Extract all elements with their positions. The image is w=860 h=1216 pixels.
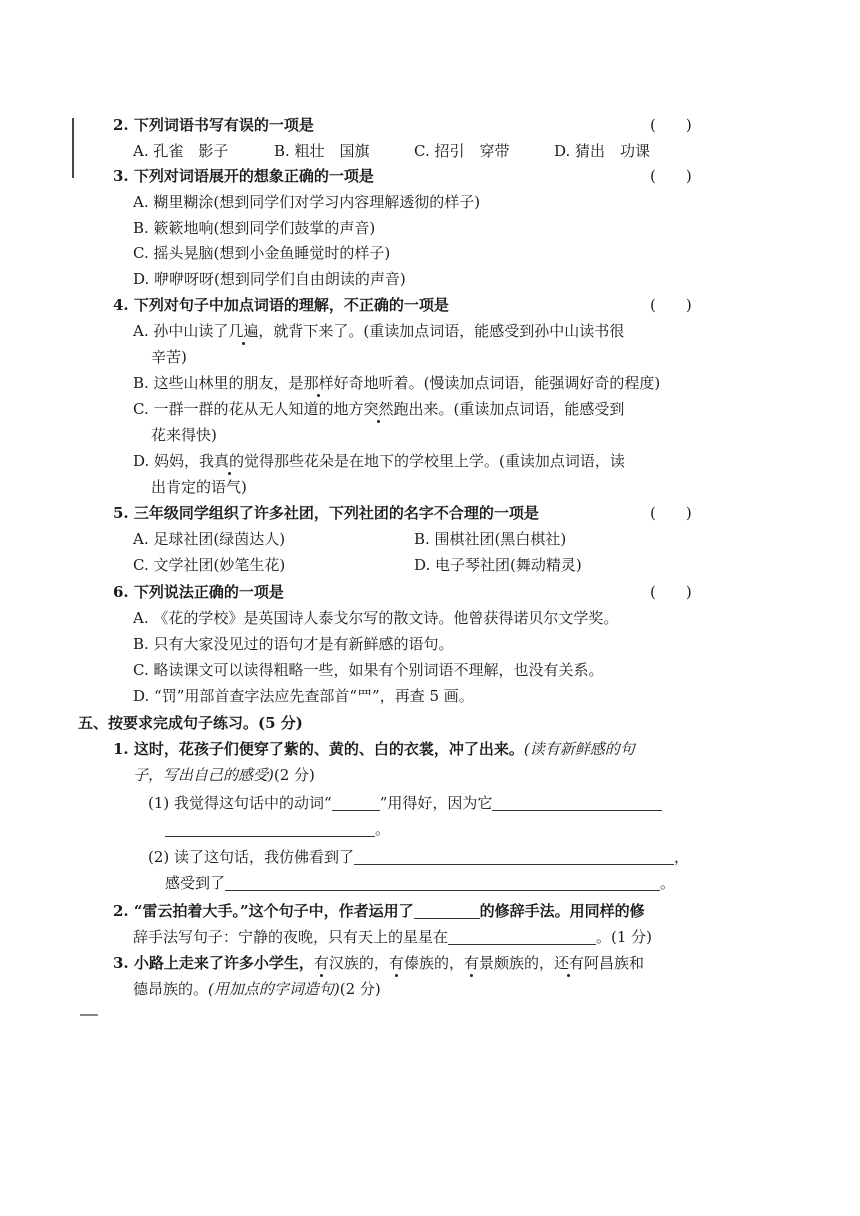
q3-answer-paren[interactable]: ( ): [650, 167, 692, 185]
q4-option-d-dotted-word: 真的: [214, 452, 245, 470]
s5-q3-note: (用加点的字词造句): [208, 980, 340, 998]
q4-answer-paren[interactable]: ( ): [650, 296, 692, 314]
s5-q1-sub1-blank-verb[interactable]: [332, 794, 380, 811]
q4-option-a-cont: 辛苦): [151, 348, 187, 366]
q2-option-b: B. 粗壮 国旗: [274, 142, 370, 160]
s5-q3-score: (2 分): [339, 980, 381, 998]
q4-option-c: [133, 398, 624, 420]
q4-option-d-text-1: D. 妈妈，我: [133, 452, 215, 470]
s5-q1-sub1-blank-reason[interactable]: [492, 794, 662, 811]
q4-option-c-text-2: 跑出来。(重读加点词语，能感受到: [393, 400, 625, 418]
s5-q1-sub2: [148, 846, 689, 868]
s5-q1-sub1-cont: [165, 818, 390, 840]
s5-q3-line1: [113, 952, 644, 974]
q6-answer-paren[interactable]: ( ): [650, 583, 692, 601]
q4-option-b-dotted-word: 那样: [303, 374, 334, 392]
s5-q1-text: 1. 这时，花孩子们便穿了紫的、黄的、白的衣裳，冲了出来。: [113, 740, 524, 758]
s5-q3-text-5: 德昂族的。: [133, 980, 209, 998]
s5-q1-sub2-blank-saw[interactable]: [354, 848, 674, 865]
q4-option-b-text-1: B. 这些山林里的朋友，是: [133, 374, 304, 392]
s5-q1-sub1-end: 。: [375, 820, 391, 838]
s5-q3-text-1: 汉族的，: [328, 954, 389, 972]
s5-q1-sub2-blank-felt[interactable]: [225, 874, 660, 891]
s5-q3-text-2: 傣族的，: [403, 954, 464, 972]
s5-q2-text-b: 的修辞手法。用同样的修: [479, 902, 645, 920]
q4-option-d: [133, 450, 625, 472]
s5-q2-text-a: 2. “雷云拍着大手。”这个句子中，作者运用了: [113, 902, 414, 920]
s5-q1-sub2-text-a: (2) 读了这句话，我仿佛看到了: [148, 848, 355, 866]
q6-stem: 6. 下列说法正确的一项是: [113, 583, 284, 601]
s5-q1-sub1: [148, 792, 662, 814]
s5-q2-line1: [113, 900, 645, 922]
q6-option-d: D. “罚”用部首查字法应先查部首“罒”，再查 5 画。: [133, 687, 474, 705]
q6-option-c: C. 略读课文可以读得粗略一些，如果有个别词语不理解，也没有关系。: [133, 661, 604, 679]
q6-option-a: A. 《花的学校》是英国诗人泰戈尔写的散文诗。他曾获得诺贝尔文学奖。: [133, 609, 619, 627]
s5-q2-line2: [133, 926, 652, 948]
q5-option-b: B. 围棋社团(黑白棋社): [414, 530, 567, 548]
q5-answer-paren[interactable]: ( ): [650, 504, 692, 522]
s5-q1-sub2-comma: ，: [674, 848, 690, 866]
q5-option-a: A. 足球社团(绿茵达人): [133, 530, 286, 548]
s5-q1-note-cont: 子，写出自己的感受): [133, 766, 274, 784]
s5-q3-text-3: 景颇族的，: [478, 954, 554, 972]
s5-q1-note: (读有新鲜感的句: [523, 740, 635, 758]
q4-option-a: [133, 320, 624, 342]
section5-title: 五、按要求完成句子练习。(5 分): [78, 714, 303, 732]
q3-option-b: B. 簌簌地响(想到同学们鼓掌的声音): [133, 219, 376, 237]
s5-q2-text-c: 辞手法写句子：宁静的夜晚，只有天上的星星在: [133, 928, 449, 946]
q4-option-b: [133, 372, 660, 394]
scan-margin-line: [72, 118, 74, 178]
q3-stem: 3. 下列对词语展开的想象正确的一项是: [113, 167, 374, 185]
q4-option-b-text-2: 好奇地听着。(慢读加点词语，能强调好奇的程度): [333, 374, 661, 392]
q4-option-c-text-1: C. 一群一群的花从无人知道的地方: [133, 400, 364, 418]
s5-q2-text-d: 。(1 分): [596, 928, 653, 946]
s5-q3-line2: [133, 978, 381, 1000]
s5-q1-sub1-text-a: (1) 我觉得这句话中的动词“: [148, 794, 332, 812]
q6-option-b: B. 只有大家没见过的语句才是有新鲜感的语句。: [133, 635, 454, 653]
s5-q3-dotted-you-3: 有: [463, 954, 479, 972]
s5-q3-text-4: 阿昌族和: [584, 954, 645, 972]
s5-q1-line2: [133, 764, 315, 786]
q4-option-a-text-1: A. 孙中山读了: [133, 322, 229, 340]
s5-q1-sub2-text-b: 感受到了: [165, 874, 226, 892]
q5-option-d: D. 电子琴社团(舞动精灵): [414, 556, 582, 574]
s5-q2-blank-rhetoric[interactable]: [414, 902, 480, 919]
q4-option-a-text-2: ，就背下来了。(重读加点词语，能感受到孙中山读书很: [258, 322, 625, 340]
s5-q1-score: (2 分): [273, 766, 315, 784]
q3-option-a: A. 糊里糊涂(想到同学们对学习内容理解透彻的样子): [133, 193, 481, 211]
s5-q3-text-pre: 3. 小路上走来了许多小学生，: [113, 954, 314, 972]
s5-q3-dotted-you-1: 有: [313, 954, 329, 972]
q4-option-d-text-2: 觉得那些花朵是在地下的学校里上学。(重读加点词语，读: [244, 452, 625, 470]
s5-q3-dotted-haiyou: 还有: [553, 954, 584, 972]
s5-q1-sub2-end: 。: [660, 874, 676, 892]
q2-option-c: C. 招引 穿带: [414, 142, 510, 160]
s5-q1-sub1-blank-reason-cont[interactable]: [165, 820, 375, 837]
q4-option-c-dotted-word: 突然: [363, 400, 394, 418]
q2-stem: 2. 下列词语书写有误的一项是: [113, 116, 314, 134]
s5-q1-line1: [113, 738, 635, 760]
s5-q3-dotted-you-2: 有: [388, 954, 404, 972]
q4-option-a-dotted-word: 几遍: [228, 322, 259, 340]
s5-q1-sub2-cont: [165, 872, 675, 894]
q5-option-c: C. 文学社团(妙笔生花): [133, 556, 286, 574]
q4-option-c-cont: 花来得快): [151, 426, 217, 444]
q2-option-d: D. 猜出 功课: [554, 142, 651, 160]
q2-option-a: A. 孔雀 影子: [133, 142, 229, 160]
q4-option-d-cont: 出肯定的语气): [151, 478, 247, 496]
s5-q2-blank-sentence[interactable]: [448, 928, 596, 945]
scan-margin-mark: [80, 1014, 98, 1016]
q3-option-c: C. 摇头晃脑(想到小金鱼睡觉时的样子): [133, 244, 391, 262]
q5-stem: 5. 三年级同学组织了许多社团，下列社团的名字不合理的一项是: [113, 504, 539, 522]
q2-answer-paren[interactable]: ( ): [650, 116, 692, 134]
q3-option-d: D. 咿咿呀呀(想到同学们自由朗读的声音): [133, 270, 406, 288]
q4-stem: 4. 下列对句子中加点词语的理解，不正确的一项是: [113, 296, 449, 314]
s5-q1-sub1-text-b: ”用得好，因为它: [379, 794, 493, 812]
